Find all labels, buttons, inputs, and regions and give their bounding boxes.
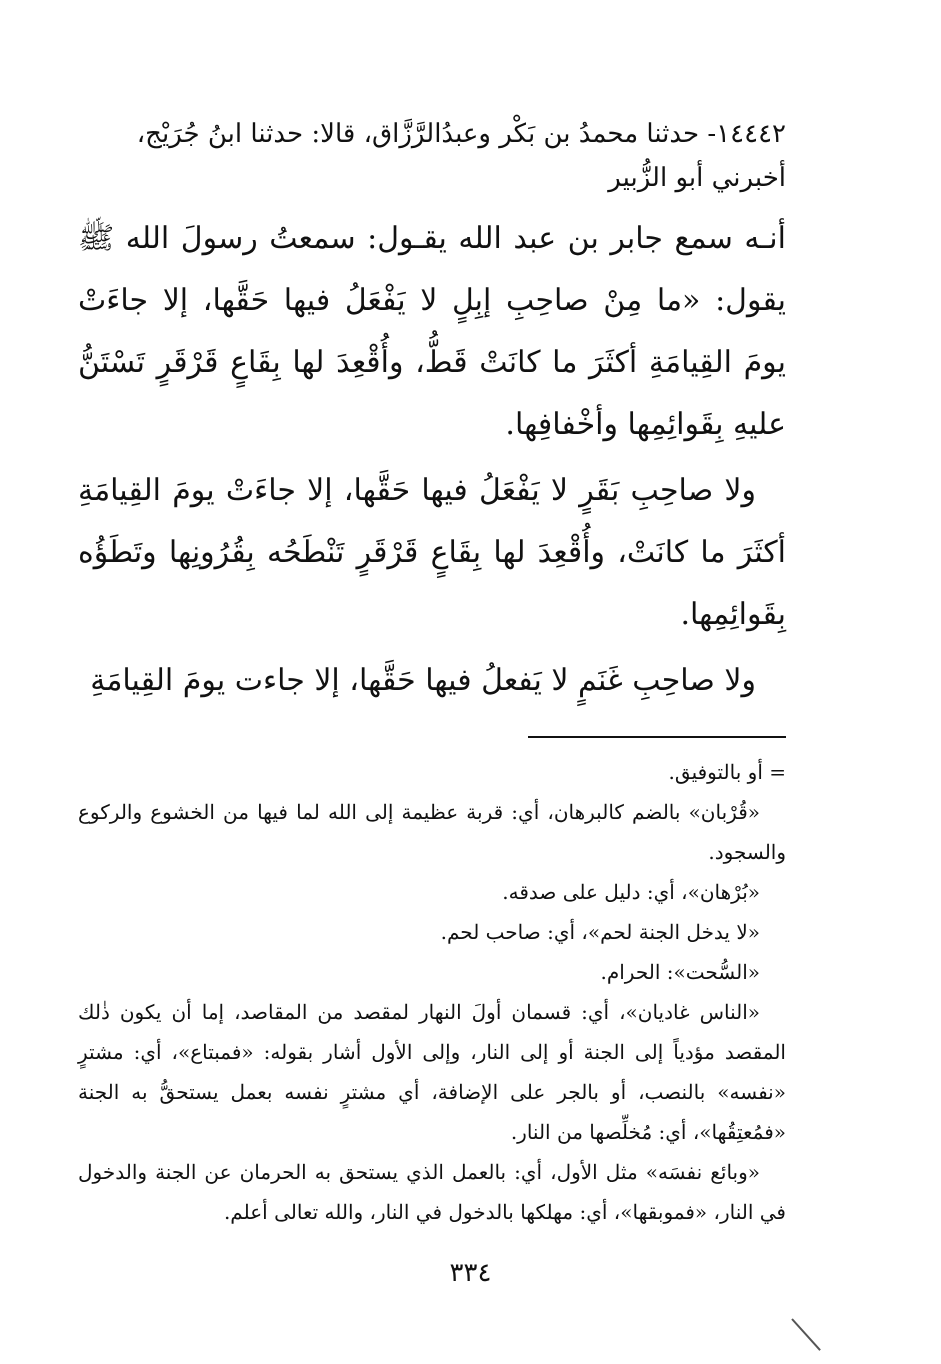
hadith-text-cows: ولا صاحِبِ بَقَرٍ لا يَفْعَلُ فيها حَقَّها، إلا جاءَتْ يومَ القِيامَةِ أكثَرَ ما كانَتْ، وأُقْعِدَ لها بِقَاعٍ قَرْقَرٍ تَنْطَحُه بِقُرُونِها وتَطَؤُه بِقَوائِمِها. [78,473,786,632]
hadith-text-camels: أنـه سمع جابر بن عبد الله يقـول: سمعتُ رسولَ الله ﷺ يقول: «ما مِنْ صاحِبِ إبِلٍ لا يَفْعَلُ فيها حَقَّها، إلا جاءَتْ يومَ القِيامَةِ أكثَرَ ما كانَتْ قَطُّ، وأُقْعِدَ لها بِقَاعٍ قَرْقَرٍ تَسْتَنُّ عليهِ بِقَوائِمِها وأخْفافِها. [78,221,786,442]
footnote-suht: «السُّحت»: الحرام. [600,960,760,984]
footnote-ghadiyan: «الناس غاديان»، أي: قسمان أولَ النهار لمقصد من المقاصد، إما أن يكون ذٰلك المقصد مؤدياً إلى الجنة أو إلى النار، وإلى الأول أشار بقوله: «فمبتاع»، أي: مشترٍ «نفسه» بالنصب، أو بالجر على الإضافة، أي مشترٍ نفسه بعمل يستحقُّ به الجنة «فمُعتِقُها»، أي: مُخلِّصها من النار. [78,1000,786,1144]
hadith-chain [78,112,786,200]
footnote-qurban: «قُرْبان» بالضم كالبرهان، أي: قربة عظيمة إلى الله لما فيها من الخشوع والركوع والسجود. [78,800,786,864]
footnote-baai: «وبائع نفسَه» مثل الأول، أي: بالعمل الذي يستحق به الحرمان عن الجنة والدخول في النار، «فموبقها»، أي: مهلكها بالدخول في النار، والله تعالى أعلم. [78,1160,786,1224]
footnote-continuation: = أو بالتوفيق. [668,760,786,784]
scan-artifact-line [791,1318,821,1351]
hadith-chain-line1: ١٤٤٤٢- حدثنا محمدُ بن بَكْر وعبدُالرَّزَّاق، قالا: حدثنا ابنُ جُرَيْج، [136,119,786,149]
footnote-burhan: «بُرْهان»، أي: دليل على صدقه. [502,880,760,904]
page-body [78,112,786,1232]
footnotes [78,752,786,1232]
hadith-text-sheep: ولا صاحِبِ غَنَمٍ لا يَفعلُ فيها حَقَّها، إلا جاءت يومَ القِيامَةِ [90,663,756,698]
footnote-lahm: «لا يدخل الجنة لحم»، أي: صاحب لحم. [440,920,760,944]
page-number: ٣٣٤ [449,1258,492,1288]
hadith-chain-line2: أخبرني أبو الزُّبير [608,163,786,193]
footnote-divider [528,736,786,738]
